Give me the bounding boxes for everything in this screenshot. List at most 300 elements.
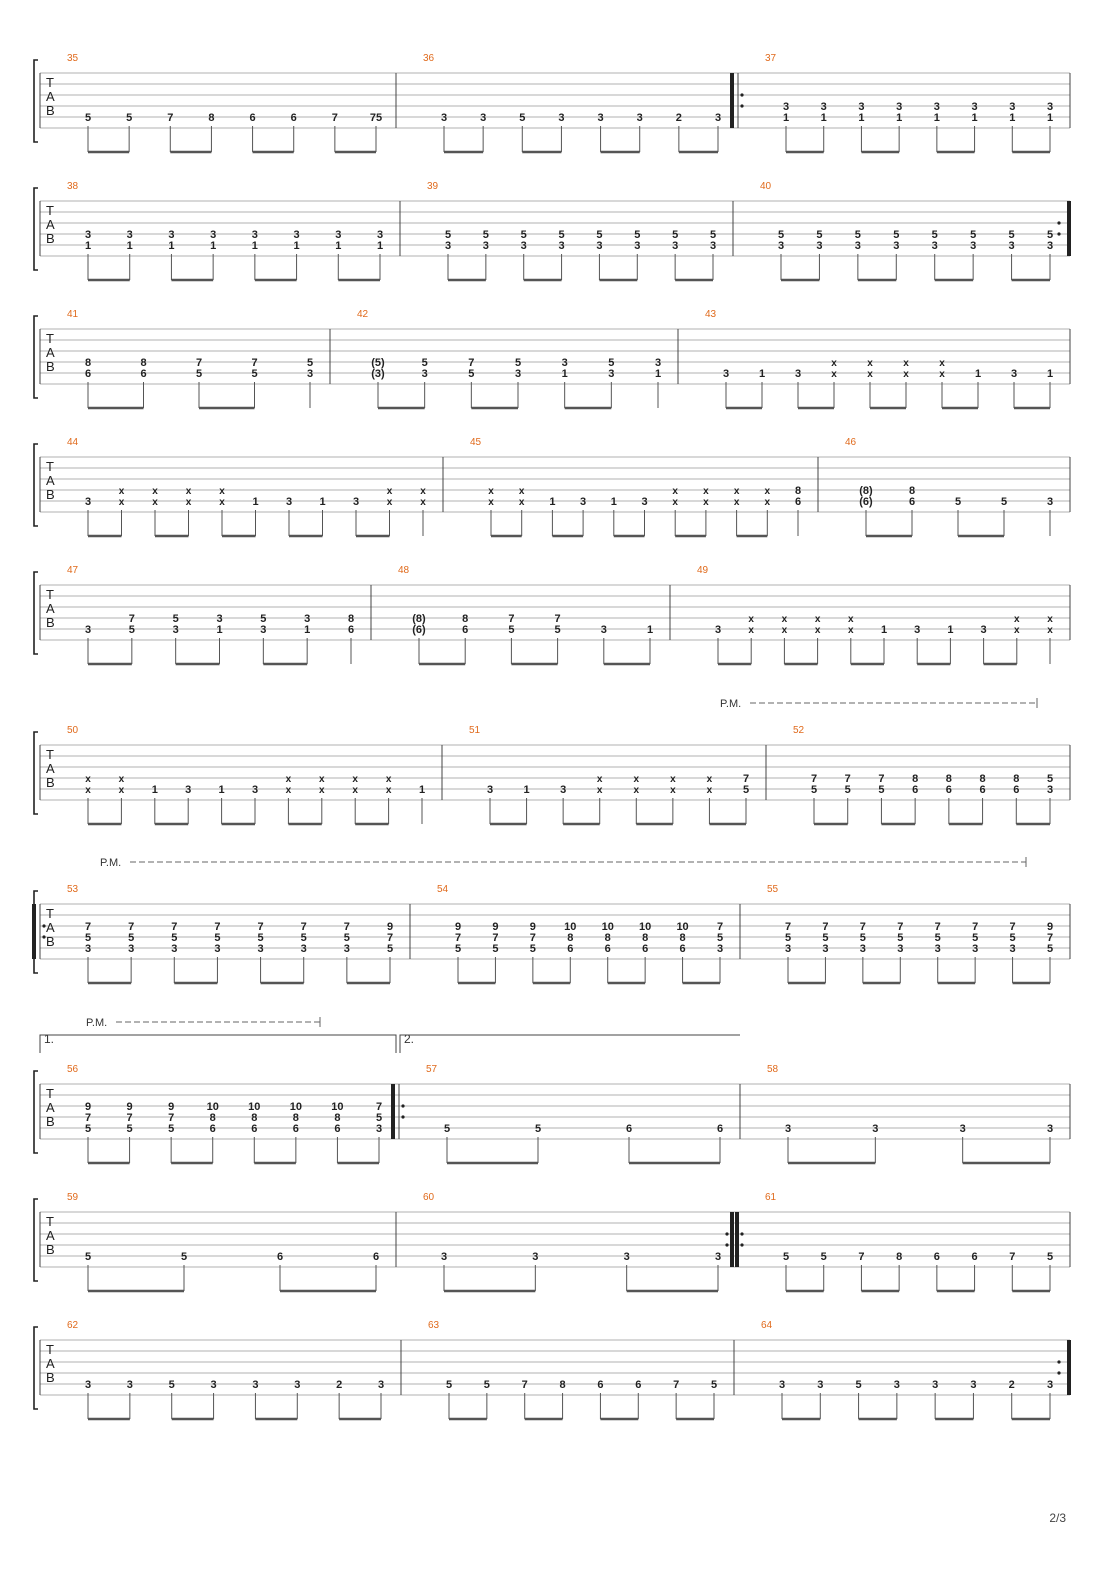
- fret-number: 6: [372, 1251, 380, 1263]
- fret-number: 1: [880, 624, 888, 636]
- fret-number: 9: [126, 1101, 133, 1113]
- fret-number: 7: [257, 921, 264, 933]
- fret-number: 3: [932, 1379, 939, 1391]
- fret-number: 5: [878, 784, 885, 796]
- dead-note: x: [85, 785, 91, 796]
- fret-number: 5: [508, 624, 515, 636]
- tab-system: [34, 725, 1070, 824]
- fret-number: 3: [716, 943, 724, 955]
- fret-number: 8: [908, 485, 916, 497]
- fret-number: 7: [878, 773, 885, 785]
- tab-clef-letter: T: [46, 747, 54, 762]
- tab-clef-letter: A: [46, 473, 55, 488]
- fret-number: 5: [128, 932, 135, 944]
- repeat-dot: [740, 104, 743, 107]
- fret-number: 5: [844, 784, 851, 796]
- repeat-dot: [1057, 1371, 1060, 1374]
- volta-2-label: 2.: [404, 1032, 415, 1046]
- tab-system: [34, 53, 1070, 152]
- tab-clef-letter: B: [46, 103, 55, 118]
- fret-number: 5: [710, 1379, 718, 1391]
- fret-number: 5: [386, 943, 394, 955]
- fret-number: 8: [642, 932, 649, 944]
- fret-number: (3): [371, 368, 385, 380]
- fret-number: 5: [84, 932, 92, 944]
- dead-note: x: [781, 625, 788, 636]
- dead-note: x: [1014, 614, 1020, 625]
- fret-number: 5: [558, 229, 565, 241]
- fret-number: 5: [483, 1379, 490, 1391]
- fret-number: 3: [931, 240, 938, 252]
- dead-note: x: [764, 497, 771, 508]
- tab-clef-letter: A: [46, 345, 55, 360]
- repeat-end-thick-bar: [735, 1212, 739, 1267]
- measure-number: 46: [845, 437, 857, 448]
- dead-note: x: [285, 774, 292, 785]
- system-brace: [34, 1199, 38, 1281]
- fret-number: 5: [970, 229, 977, 241]
- fret-number: 1: [974, 368, 982, 380]
- system-brace: [34, 732, 38, 814]
- fret-number: 3: [714, 1251, 722, 1263]
- system-brace: [34, 1071, 38, 1153]
- fret-number: 1: [126, 240, 133, 252]
- dead-note: x: [596, 785, 603, 796]
- dead-note: x: [748, 625, 754, 636]
- tab-clef-letter: B: [46, 1242, 55, 1257]
- fret-number: 3: [440, 1251, 448, 1263]
- dead-note: x: [219, 497, 225, 508]
- fret-number: 1: [646, 624, 654, 636]
- fret-number: 5: [520, 229, 527, 241]
- fret-number: 10: [676, 921, 689, 933]
- repeat-dot: [740, 1232, 743, 1235]
- fret-number: 3: [1046, 240, 1054, 252]
- fret-number: 5: [195, 368, 203, 380]
- fret-number: 9: [492, 921, 499, 933]
- fret-number: 5: [855, 1379, 862, 1391]
- fret-number: 5: [716, 932, 724, 944]
- fret-number: 3: [84, 943, 92, 955]
- fret-number: 5: [822, 932, 829, 944]
- fret-number: 5: [672, 229, 679, 241]
- fret-number: 9: [386, 921, 394, 933]
- fret-number: 7: [844, 773, 851, 785]
- fret-number: 3: [293, 229, 300, 241]
- measure-number: 63: [428, 1320, 440, 1331]
- fret-number: 3: [672, 240, 679, 252]
- fret-number: 9: [84, 1101, 92, 1113]
- measure: [470, 437, 801, 536]
- fret-number: 3: [216, 613, 223, 625]
- tab-clef-letter: T: [46, 331, 54, 346]
- fret-number: 3: [822, 943, 829, 955]
- fret-number: 5: [529, 943, 536, 955]
- fret-number: 8: [1013, 773, 1020, 785]
- measure-number: 48: [398, 565, 410, 576]
- fret-number: 3: [914, 624, 921, 636]
- fret-number: 3: [251, 229, 258, 241]
- fret-number: 6: [567, 943, 574, 955]
- fret-number: 1: [251, 240, 258, 252]
- measure-number: 51: [469, 725, 481, 736]
- tab-clef-letter: T: [46, 1342, 54, 1357]
- fret-number: 3: [1046, 101, 1054, 113]
- fret-number: 1: [210, 240, 217, 252]
- dead-note: x: [939, 358, 945, 369]
- fret-number: 7: [521, 1379, 528, 1391]
- fret-number: 3: [794, 368, 802, 380]
- measure: [697, 565, 1053, 664]
- fret-number: 5: [171, 932, 178, 944]
- fret-number: 8: [559, 1379, 566, 1391]
- fret-number: 3: [421, 368, 428, 380]
- fret-number: 5: [168, 1123, 175, 1135]
- fret-number: 8: [912, 773, 919, 785]
- fret-number: 7: [810, 773, 818, 785]
- fret-number: 1: [561, 368, 568, 380]
- dead-note: x: [385, 785, 392, 796]
- fret-number: 3: [214, 943, 221, 955]
- dead-note: x: [764, 486, 771, 497]
- fret-number: 1: [820, 112, 827, 124]
- fret-number: 7: [195, 357, 203, 369]
- fret-number: 3: [784, 943, 792, 955]
- tab-clef-letter: B: [46, 231, 55, 246]
- fret-number: 5: [180, 1251, 188, 1263]
- fret-number: 3: [784, 1123, 792, 1135]
- fret-number: 3: [532, 1251, 539, 1263]
- fret-number: 5: [1008, 229, 1015, 241]
- fret-number: 5: [784, 932, 792, 944]
- measure-number: 44: [67, 437, 79, 448]
- measure-number: 55: [767, 884, 779, 895]
- fret-number: 10: [289, 1101, 302, 1113]
- dead-note: x: [706, 774, 713, 785]
- fret-number: 9: [529, 921, 536, 933]
- fret-number: 3: [185, 784, 192, 796]
- measure: [469, 725, 749, 824]
- fret-number: 3: [440, 112, 448, 124]
- repeat-dot: [725, 1243, 728, 1246]
- measure-number: 47: [67, 565, 79, 576]
- fret-number: 3: [84, 1379, 92, 1391]
- fret-number: 7: [742, 773, 750, 785]
- fret-number: 7: [128, 921, 135, 933]
- fret-number: 5: [454, 943, 462, 955]
- fret-number: 6: [912, 784, 919, 796]
- dead-note: x: [1047, 614, 1053, 625]
- page-number: 2/3: [1049, 1511, 1066, 1525]
- fret-number: 8: [140, 357, 147, 369]
- fret-number: 3: [1046, 1379, 1054, 1391]
- fret-number: 7: [554, 613, 561, 625]
- fret-number: 5: [859, 932, 866, 944]
- fret-number: 3: [714, 112, 722, 124]
- fret-number: 1: [376, 240, 384, 252]
- fret-number: 3: [306, 368, 314, 380]
- tab-system: [34, 1064, 1070, 1163]
- fret-number: 7: [343, 921, 350, 933]
- measure: [705, 309, 1053, 408]
- fret-number: 5: [444, 229, 452, 241]
- dead-note: x: [633, 785, 640, 796]
- measure: [398, 565, 653, 664]
- fret-number: 3: [596, 240, 603, 252]
- repeat-start-thick-bar: [391, 1084, 395, 1139]
- measure: [845, 437, 1053, 536]
- volta-1-label: 1.: [44, 1032, 55, 1046]
- dead-note: x: [848, 614, 854, 625]
- fret-number: 3: [709, 240, 717, 252]
- fret-number: 7: [386, 932, 394, 944]
- fret-number: 3: [520, 240, 527, 252]
- fret-number: 5: [1046, 773, 1054, 785]
- fret-number: 1: [971, 112, 978, 124]
- fret-number: 2: [1008, 1379, 1015, 1391]
- fret-number: 3: [480, 112, 487, 124]
- fret-number: 3: [210, 229, 217, 241]
- fret-number: 7: [1046, 932, 1054, 944]
- fret-number: 1: [896, 112, 903, 124]
- fret-number: 8: [347, 613, 355, 625]
- repeat-start-thick-bar: [730, 73, 734, 128]
- fret-number: 1: [168, 240, 175, 252]
- fret-number: 7: [84, 1112, 92, 1124]
- fret-number: 6: [84, 368, 92, 380]
- fret-number: 3: [444, 240, 452, 252]
- measure: [391, 1064, 723, 1163]
- fret-number: 6: [290, 112, 297, 124]
- tab-clef-letter: T: [46, 1214, 54, 1229]
- fret-number: 3: [375, 1123, 383, 1135]
- dead-note: x: [670, 774, 676, 785]
- fret-number: 5: [514, 357, 522, 369]
- fret-number: 5: [596, 229, 603, 241]
- fret-number: 6: [716, 1123, 724, 1135]
- fret-number: 75: [369, 112, 383, 124]
- fret-number: 7: [251, 357, 258, 369]
- fret-number: 3: [1009, 943, 1016, 955]
- fret-number: 1: [1009, 112, 1016, 124]
- dead-note: x: [831, 369, 837, 380]
- fret-number: (8): [859, 485, 873, 497]
- repeat-dot: [1057, 221, 1060, 224]
- dead-note: x: [706, 785, 713, 796]
- fret-number: 3: [1009, 101, 1016, 113]
- fret-number: 8: [794, 485, 802, 497]
- fret-number: 3: [514, 368, 522, 380]
- fret-number: 6: [979, 784, 986, 796]
- dead-note: x: [670, 785, 676, 796]
- fret-number: 9: [168, 1101, 175, 1113]
- repeat-dot: [401, 1104, 404, 1107]
- measure-number: 61: [765, 1192, 777, 1203]
- volta-1-bracket: [40, 1035, 396, 1053]
- measure: [730, 53, 1053, 152]
- fret-number: 7: [171, 921, 178, 933]
- fret-number: 6: [908, 496, 916, 508]
- repeat-dot: [42, 924, 45, 927]
- fret-number: 7: [84, 921, 92, 933]
- fret-number: 1: [293, 240, 300, 252]
- fret-number: 10: [564, 921, 577, 933]
- fret-number: 3: [1008, 240, 1015, 252]
- fret-number: 5: [172, 613, 179, 625]
- fret-number: 7: [859, 921, 866, 933]
- repeat-end-thick-bar: [1067, 1340, 1071, 1395]
- fret-number: 5: [934, 932, 941, 944]
- fret-number: 3: [970, 240, 977, 252]
- measure-number: 54: [437, 884, 449, 895]
- dead-note: x: [748, 614, 754, 625]
- fret-number: 5: [820, 1251, 827, 1263]
- fret-number: 7: [897, 921, 904, 933]
- measure: [357, 309, 661, 408]
- fret-number: 10: [248, 1101, 261, 1113]
- fret-number: 5: [257, 932, 264, 944]
- fret-number: 6: [597, 1379, 604, 1391]
- fret-number: 1: [858, 112, 865, 124]
- fret-number: 6: [679, 943, 686, 955]
- fret-number: 5: [251, 368, 258, 380]
- measure: [427, 181, 716, 280]
- fret-number: 7: [128, 613, 135, 625]
- fret-number: 3: [126, 229, 133, 241]
- fret-number: 3: [84, 229, 92, 241]
- dead-note: x: [703, 486, 709, 497]
- fret-number: 1: [252, 496, 259, 508]
- fret-number: 6: [945, 784, 952, 796]
- fret-number: 1: [151, 784, 158, 796]
- fret-number: 3: [817, 1379, 824, 1391]
- measure: [437, 884, 723, 983]
- dead-note: x: [319, 785, 325, 796]
- fret-number: 3: [893, 240, 900, 252]
- fret-number: 3: [257, 943, 264, 955]
- fret-number: 10: [206, 1101, 219, 1113]
- fret-number: 3: [84, 496, 92, 508]
- measure: [67, 1320, 384, 1419]
- fret-number: 1: [1046, 112, 1054, 124]
- dead-note: x: [420, 497, 426, 508]
- fret-number: 6: [625, 1123, 633, 1135]
- fret-number: 5: [782, 1251, 790, 1263]
- fret-number: 5: [554, 624, 561, 636]
- tab-system: [34, 309, 1070, 408]
- fret-number: 7: [784, 921, 792, 933]
- fret-number: 1: [319, 496, 326, 508]
- fret-number: 3: [300, 943, 307, 955]
- dead-note: x: [386, 497, 393, 508]
- system-brace: [34, 572, 38, 654]
- repeat-start-thick-bar: [32, 904, 36, 959]
- dead-note: x: [152, 486, 158, 497]
- fret-number: 3: [335, 229, 342, 241]
- fret-number: 1: [335, 240, 342, 252]
- dead-note: x: [118, 785, 125, 796]
- fret-number: 3: [84, 624, 92, 636]
- tab-clef-letter: T: [46, 75, 54, 90]
- measure-number: 62: [67, 1320, 79, 1331]
- repeat-start-thick-bar: [730, 1212, 734, 1267]
- dead-note: x: [352, 774, 358, 785]
- fret-number: 3: [560, 784, 567, 796]
- tab-clef-letter: A: [46, 1356, 55, 1371]
- measure-number: 57: [426, 1064, 438, 1075]
- fret-number: 3: [854, 240, 861, 252]
- fret-number: 3: [580, 496, 587, 508]
- fret-number: 5: [126, 1123, 133, 1135]
- fret-number: 8: [979, 773, 986, 785]
- fret-number: 7: [934, 921, 941, 933]
- fret-number: 7: [331, 112, 338, 124]
- fret-number: 3: [260, 624, 267, 636]
- dead-note: x: [848, 625, 854, 636]
- fret-number: 3: [376, 229, 384, 241]
- fret-number: 5: [810, 784, 818, 796]
- fret-number: (8): [412, 613, 426, 625]
- palm-mute-label: P.M.: [100, 857, 122, 869]
- tab-clef-letter: T: [46, 203, 54, 218]
- tab-clef-letter: A: [46, 89, 55, 104]
- fret-number: 8: [334, 1112, 341, 1124]
- tab-clef-letter: B: [46, 359, 55, 374]
- fret-number: 3: [172, 624, 179, 636]
- fret-number: 1: [947, 624, 954, 636]
- fret-number: 8: [462, 613, 469, 625]
- palm-mute-label: P.M.: [720, 698, 742, 710]
- fret-number: 6: [251, 1123, 258, 1135]
- fret-number: 5: [854, 229, 861, 241]
- fret-number: 6: [642, 943, 649, 955]
- fret-number: 3: [959, 1123, 966, 1135]
- repeat-dot: [725, 1232, 728, 1235]
- measure: [67, 309, 313, 408]
- dead-note: x: [219, 486, 225, 497]
- fret-number: 3: [972, 943, 979, 955]
- fret-number: 5: [306, 357, 314, 369]
- measure: [761, 1320, 1071, 1419]
- fret-number: 5: [482, 229, 489, 241]
- fret-number: 6: [1013, 784, 1020, 796]
- fret-number: 1: [758, 368, 766, 380]
- dead-note: x: [488, 497, 494, 508]
- dead-note: x: [185, 486, 192, 497]
- dead-note: x: [1014, 625, 1020, 636]
- tab-clef-letter: B: [46, 1114, 55, 1129]
- fret-number: 1: [549, 496, 556, 508]
- measure: [32, 884, 393, 983]
- fret-number: 3: [970, 1379, 977, 1391]
- fret-number: 5: [445, 1379, 453, 1391]
- fret-number: 1: [1046, 368, 1054, 380]
- fret-number: (6): [859, 496, 873, 508]
- measure-number: 64: [761, 1320, 773, 1331]
- fret-number: 7: [508, 613, 515, 625]
- fret-number: 7: [673, 1379, 680, 1391]
- fret-number: 3: [859, 943, 866, 955]
- fret-number: 3: [820, 101, 827, 113]
- fret-number: 3: [1046, 784, 1054, 796]
- fret-number: 6: [209, 1123, 216, 1135]
- dead-note: x: [703, 497, 709, 508]
- fret-number: 9: [454, 921, 462, 933]
- measure: [67, 725, 425, 824]
- fret-number: 1: [84, 240, 92, 252]
- measure-number: 60: [423, 1192, 435, 1203]
- fret-number: 3: [561, 357, 568, 369]
